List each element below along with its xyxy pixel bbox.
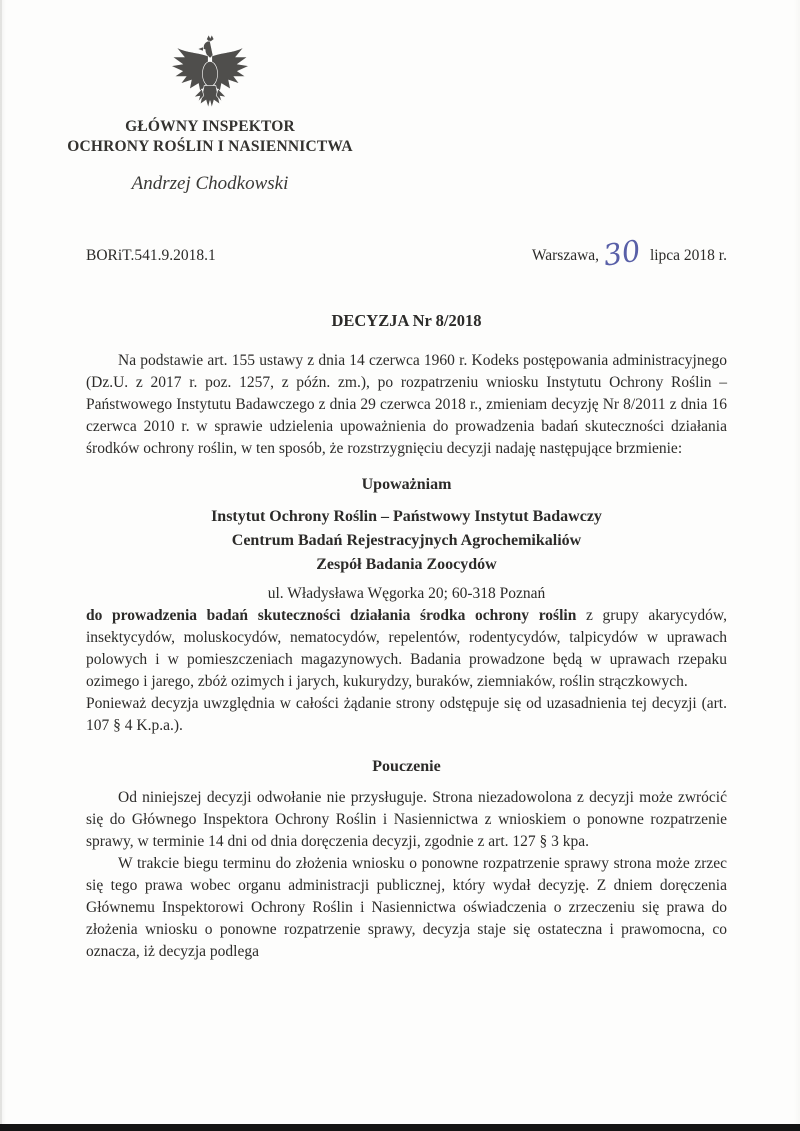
letterhead (20, 0, 400, 195)
org-name-line2: OCHRONY ROŚLIN I NASIENNICTWA (67, 138, 353, 155)
document-body (86, 310, 727, 963)
place-date (531, 233, 727, 273)
scope-bold-lead: do prowadzenia badań skuteczności działania środka ochrony roślin (86, 607, 577, 624)
no-justification-paragraph: Ponieważ decyzja uwzględnia w całości żądanie strony odstępuje się od uzasadnienia tej decyzji (art. 107 § 4 K.p.a.). (86, 695, 727, 734)
case-reference-number: BORiT.541.9.2018.1 (86, 247, 216, 264)
intro-paragraph: Na podstawie art. 155 ustawy z dnia 14 czerwca 1960 r. Kodeks postępowania administracyjnego (Dz.U. z 2017 r. poz. 1257, z późn. zm.), po rozpatrzeniu wniosku Instytutu Ochrony Roślin – Państwowego Instytutu Badawczego z dnia 29 czerwca 2018 r., zmieniam decyzję Nr 8/2011 z dnia 16 czerwca 2010 r. w sprawie udzielenia upoważnienia do prowadzenia badań skuteczności działania środków ochrony roślin, w ten sposób, że rozstrzygnięciu decyzji nadaję następujące brzmienie: (86, 352, 727, 457)
instruction-heading: Pouczenie (372, 758, 441, 775)
org-name-line1: GŁÓWNY INSPEKTOR (125, 118, 295, 135)
institution-name-line3: Zespół Badania Zoocydów (316, 556, 497, 573)
reference-date-row (86, 233, 727, 273)
handwritten-day: 30 (601, 233, 643, 273)
place-label: Warszawa, (531, 247, 600, 264)
scope-paragraph (86, 605, 727, 693)
date-rest: lipca 2018 r. (649, 247, 727, 264)
decision-title: DECYZJA Nr 8/2018 (331, 311, 482, 330)
polish-eagle-emblem-icon (164, 33, 256, 113)
institution-address: ul. Władysława Węgorka 20; 60-318 Poznań (267, 585, 546, 602)
scan-bottom-bar-artifact (0, 1124, 800, 1131)
scan-edge-artifact (0, 0, 2, 1131)
waiver-paragraph: W trakcie biegu terminu do złożenia wniosku o ponowne rozpatrzenie sprawy strona może zrzec się tego prawa wobec organu administracji publicznej, który wydał decyzję. Z dniem doręczenia Głównemu Inspektorowi Ochrony Roślin i Nasiennictwa oświadczenia o zrzeczeniu się prawa do złożenia wniosku o ponowne rozpatrzenie sprawy, decyzja staje się ostateczna i prawomocna, co oznacza, iż decyzja podlega (86, 855, 727, 960)
appeal-paragraph: Od niniejszej decyzji odwołanie nie przysługuje. Strona niezadowolona z decyzji może zwrócić się do Głównego Inspektora Ochrony Roślin i Nasiennictwa z wnioskiem o ponowne rozpatrzenie sprawy, w terminie 14 dni od dnia doręczenia decyzji, zgodnie z art. 127 § 3 kpa. (86, 789, 727, 850)
org-name (20, 117, 400, 157)
signatory-name: Andrzej Chodkowski (131, 173, 289, 194)
institution-name-line2: Centrum Badań Rejestracyjnych Agrochemikaliów (231, 532, 582, 549)
institution-name-line1: Instytut Ochrony Roślin – Państwowy Instytut Badawczy (211, 508, 602, 525)
authorization-heading: Upoważniam (361, 476, 452, 493)
scope-rest: z grupy akarycydów, insektycydów, moluskocydów, nematocydów, repelentów, rodentycydów, talpicydów w uprawach polowych i w pomieszczeniach magazynowych. Badania prowadzone będą w uprawach rzepaku ozimego i jarego, zbóż ozimych i jarych, kukurydzy, buraków, ziemniaków, roślin strączkowych. (86, 607, 727, 690)
